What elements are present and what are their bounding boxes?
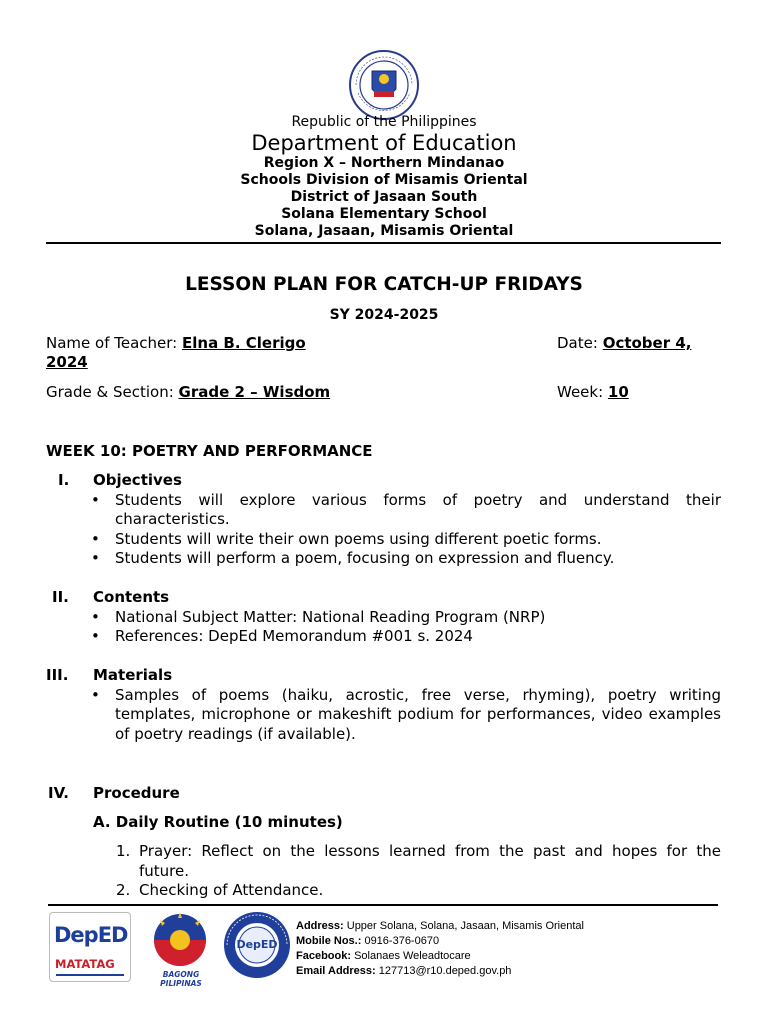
address-label: Address: [296, 920, 344, 932]
teacher-row [46, 334, 306, 352]
step-text: Prayer: Reflect on the lessons learned from the past and hopes for the future. [139, 842, 721, 880]
contents-heading [46, 588, 721, 608]
footer-email [296, 964, 584, 979]
contents-title: Contents [93, 588, 170, 606]
materials-section [46, 666, 721, 744]
school-seal-logo [222, 910, 292, 980]
objectives-heading [46, 471, 721, 491]
materials-title: Materials [93, 666, 173, 684]
contents-section [46, 588, 721, 647]
matatag-text: MATATAG [55, 957, 115, 971]
week-label: Week: [557, 383, 608, 401]
step-number: 1. [116, 842, 131, 860]
materials-heading [46, 666, 721, 686]
objectives-title: Objectives [93, 471, 182, 489]
republic-text: Republic of the Philippines [291, 114, 477, 130]
week-row [557, 383, 629, 401]
school-seal-text: DepED [236, 938, 278, 951]
teacher-name: Elna B. Clerigo [182, 334, 306, 352]
date-value: October 4, [602, 334, 692, 352]
list-item: • Samples of poems (haiku, acrostic, free verse, rhyming), poetry writing templates, microphone or makeshift podium for performances, video examples of poetry readings (if available). [46, 686, 721, 745]
objectives-section [46, 471, 721, 569]
school-year: SY 2024-2025 [329, 307, 439, 323]
footer-contact [296, 919, 584, 979]
date-year: 2024 [46, 353, 88, 371]
header-divider [46, 242, 721, 244]
facebook-value: Solanaes Weleadtocare [351, 950, 471, 962]
department-title: Department of Education [251, 131, 517, 155]
page-title: LESSON PLAN FOR CATCH-UP FRIDAYS [185, 274, 583, 295]
footer-facebook [296, 949, 584, 964]
school-text: Solana Elementary School [281, 206, 487, 222]
footer-mobile [296, 934, 584, 949]
date-label: Date: [557, 334, 603, 352]
mobile-value: 0916-376-0670 [361, 935, 440, 947]
step-text: Checking of Attendance. [139, 881, 324, 899]
teacher-label: Name of Teacher: [46, 334, 182, 352]
matatag-underline [56, 974, 124, 976]
step-number: 2. [116, 881, 131, 899]
procedure-section [46, 784, 721, 901]
routine-steps [46, 842, 721, 901]
facebook-label: Facebook: [296, 950, 352, 962]
list-item: • References: DepEd Memorandum #001 s. 2024 [46, 627, 721, 647]
district-text: District of Jasaan South [290, 189, 478, 205]
grade-label: Grade & Section: [46, 383, 179, 401]
footer-divider [48, 904, 718, 906]
procedure-title: Procedure [93, 784, 180, 802]
deped-seal-logo [348, 49, 420, 121]
bagong-pilipinas-text: BAGONG PILIPINAS [160, 970, 202, 988]
bagong-pilipinas-logo [140, 910, 220, 988]
grade-row [46, 383, 330, 401]
materials-num: III. [46, 666, 69, 684]
daily-routine-heading: A. Daily Routine (10 minutes) [93, 812, 343, 831]
materials-list [46, 686, 721, 745]
school-address-text: Solana, Jasaan, Misamis Oriental [254, 223, 514, 239]
week-value: 10 [607, 383, 629, 401]
list-item: • National Subject Matter: National Reading Program (NRP) [46, 608, 721, 628]
week-heading: WEEK 10: POETRY AND PERFORMANCE [46, 442, 373, 460]
email-value: 127713@r10.deped.gov.ph [375, 965, 512, 977]
list-item: • Students will write their own poems using different poetic forms. [46, 530, 721, 550]
email-label: Email Address: [296, 965, 376, 977]
list-item [46, 842, 721, 881]
objectives-num: I. [58, 471, 70, 489]
footer-address [296, 919, 584, 934]
list-item: • Students will perform a poem, focusing on expression and fluency. [46, 549, 721, 569]
mobile-label: Mobile Nos.: [296, 935, 362, 947]
deped-logo-text: DepED [54, 923, 128, 947]
address-value: Upper Solana, Solana, Jasaan, Misamis Oriental [343, 920, 584, 932]
list-item [46, 881, 721, 901]
objectives-list [46, 491, 721, 569]
procedure-num: IV. [48, 784, 69, 802]
procedure-heading [46, 784, 721, 804]
date-row [557, 334, 691, 352]
region-text: Region X – Northern Mindanao [263, 155, 505, 171]
deped-matatag-logo [49, 912, 131, 982]
contents-num: II. [52, 588, 69, 606]
list-item: • Students will explore various forms of poetry and understand their characteristics. [46, 491, 721, 530]
contents-list [46, 608, 721, 647]
bagong-pilipinas-emblem [140, 910, 220, 968]
grade-value: Grade 2 – Wisdom [178, 383, 331, 401]
division-text: Schools Division of Misamis Oriental [240, 172, 528, 188]
